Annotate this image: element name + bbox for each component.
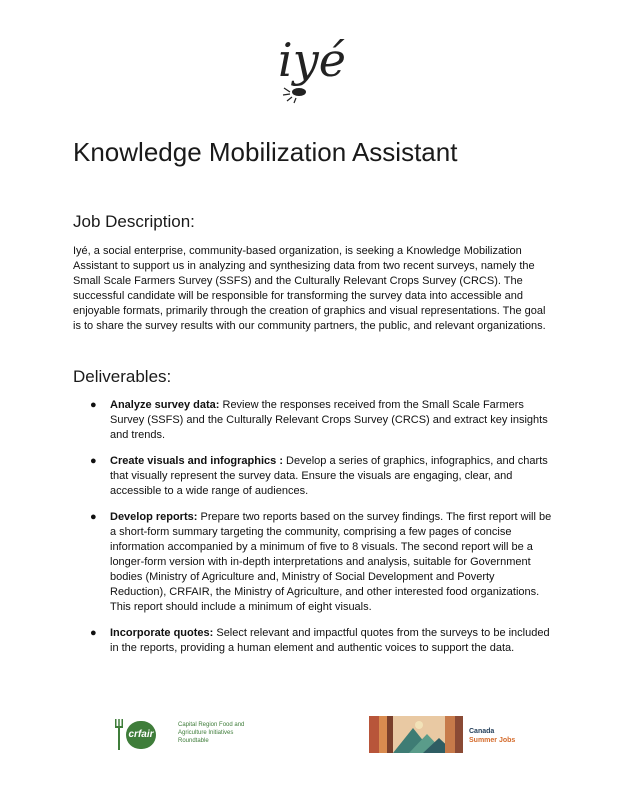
iye-logo-mark [270, 26, 354, 104]
logo-seed-icon [292, 88, 306, 96]
job-description-heading: Job Description: [73, 212, 195, 231]
deliverable-analyze-survey-data [73, 398, 553, 443]
page-title: Knowledge Mobilization Assistant [73, 137, 458, 167]
job-description-body: Iyé, a social enterprise, community-based organization, is seeking a Knowledge Mobilization Assistant to support us in analyzing and synthesizing data from two recent surveys, namely the Small Scale Farmers Survey (SSFS) and the Culturally Relevant Crops Survey (CRCS). The successful candidate will be responsible for transforming the survey data into accessible and enjoyable formats, primarily through the creation of graphics and visual representations. The goal is to share the survey results with our community partners, the public, and relevant organizations. [73, 245, 546, 332]
canada-summer-jobs-logo [369, 716, 527, 753]
deliverable-develop-reports [73, 510, 553, 615]
deliverable-title: Incorporate quotes: [110, 627, 214, 639]
canada-summer-jobs-label [469, 727, 515, 745]
deliverable-title: Create visuals and infographics : [110, 455, 283, 467]
iye-logo [270, 26, 354, 104]
deliverables-list [73, 398, 553, 667]
crfair-logo [112, 715, 252, 755]
bullet-icon: ● [90, 455, 97, 467]
csj-line-1: Canada [469, 728, 495, 735]
deliverable-text: Review the responses received from the Small Scale Farmers Survey (SSFS) and the Culturally Relevant Crops Survey (CRCS) and extract key insights and trends. [110, 399, 548, 441]
deliverable-text: Select relevant and impactful quotes from the surveys to be included in the reports, providing a human element and authentic voices to support the data. [110, 627, 550, 654]
deliverable-title: Develop reports: [110, 511, 198, 523]
deliverables-heading: Deliverables: [73, 367, 172, 386]
deliverable-text: Develop a series of graphics, infographics, and charts that visually represent the survey data. Ensure the visuals are engaging, clear, and accessible to a wide range of audiences. [110, 455, 548, 497]
crfair-tagline: Capital Region Food and Agriculture Initiatives Roundtable [178, 722, 245, 744]
deliverable-create-visuals [73, 454, 553, 499]
deliverable-incorporate-quotes [73, 626, 553, 656]
landscape-illustration [369, 716, 463, 753]
bullet-icon: ● [90, 399, 97, 411]
deliverable-text: Prepare two reports based on the survey findings. The first report will be a short-form summary targeting the community, comprising a few pages of concise information accompanied by a minimum of five to 8 visuals. The second report will be a longer-form version with in-depth interpretations and analysis, suitable for Government bodies (Ministry of Agriculture and, Ministry of Social Development and Poverty Reduction), CRFAIR, the Ministry of Agriculture, and other interested food organizations. This report should include a minimum of eight visuals. [110, 511, 552, 613]
deliverable-title: Analyze survey data: [110, 399, 220, 411]
csj-line-2: Summer Jobs [469, 737, 516, 744]
bullet-icon: ● [90, 627, 97, 639]
bullet-icon: ● [90, 511, 97, 523]
logo-wordmark: iyé [278, 33, 346, 87]
fork-icon [112, 718, 126, 751]
crfair-badge: crfair [126, 721, 156, 749]
